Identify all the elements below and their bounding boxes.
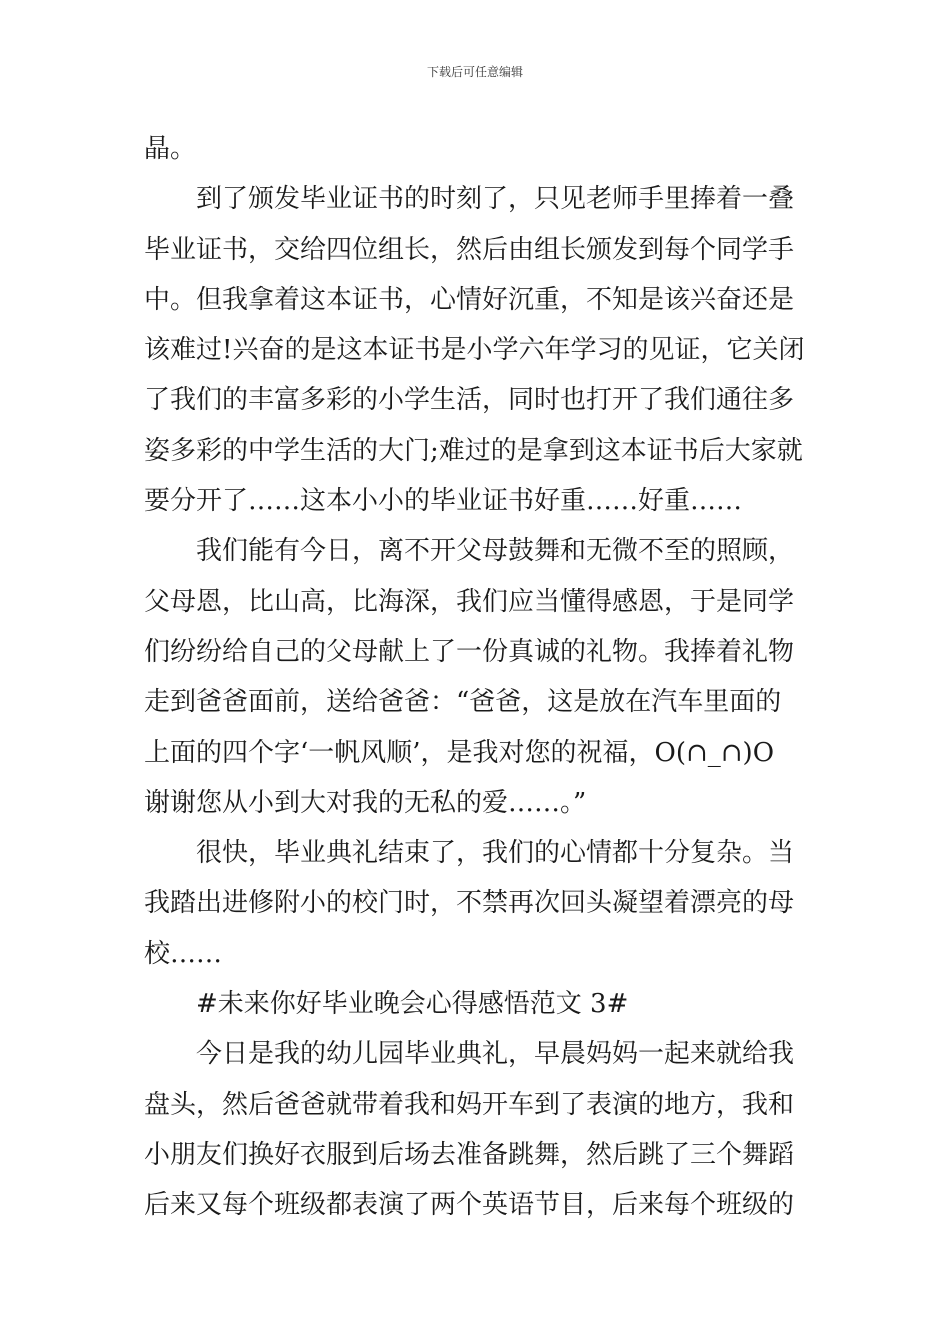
text-line: 我踏出进修附小的校门时，不禁再次回头凝望着漂亮的母: [144, 888, 795, 919]
text-line: 后来又每个班级都表演了两个英语节目，后来每个班级的: [144, 1190, 795, 1221]
document-body: [144, 124, 809, 1231]
text-line: 晶。: [144, 134, 197, 164]
text-line: 很快，毕业典礼结束了，我们的心情都十分复杂。当: [196, 838, 795, 869]
text-line: 谢谢您从小到大对我的无私的爱……。”: [144, 787, 587, 818]
text-line: 中。但我拿着这本证书，心情好沉重，不知是该兴奋还是: [144, 284, 795, 315]
text-line: 今日是我的幼儿园毕业典礼，早晨妈妈一起来就给我: [196, 1039, 795, 1070]
text-line: 上面的四个字‘一帆风顺’，是我对您的祝福，O(∩_∩)O: [144, 737, 775, 768]
text-line: 走到爸爸面前，送给爸爸：“爸爸，这是放在汽车里面的: [144, 687, 782, 718]
text-line: 们纷纷给自己的父母献上了一份真诚的礼物。我捧着礼物: [144, 636, 795, 667]
text-line: 盘头，然后爸爸就带着我和妈开车到了表演的地方，我和: [144, 1089, 795, 1120]
text-line: 到了颁发毕业证书的时刻了，只见老师手里捧着一叠: [196, 184, 795, 215]
page-header: 下载后可任意编辑: [426, 65, 523, 79]
text-line: 要分开了……这本小小的毕业证书好重……好重……: [144, 486, 743, 517]
text-line: 小朋友们换好衣服到后场去准备跳舞，然后跳了三个舞蹈: [144, 1139, 795, 1170]
text-line: 校……: [144, 938, 223, 969]
text-line: 父母恩，比山高，比海深，我们应当懂得感恩，于是同学: [144, 586, 795, 617]
text-line: 我们能有今日，离不开父母鼓舞和无微不至的照顾，: [196, 536, 795, 567]
section-heading: #未来你好毕业晚会心得感悟范文 3#: [196, 989, 629, 1020]
text-line: 了我们的丰富多彩的小学生活，同时也打开了我们通往多: [144, 385, 795, 416]
text-line: 姿多彩的中学生活的大门;难过的是拿到这本证书后大家就: [144, 435, 803, 466]
text-line: 毕业证书，交给四位组长，然后由组长颁发到每个同学手: [144, 234, 795, 265]
text-line: 该难过!兴奋的是这本证书是小学六年学习的见证，它关闭: [144, 335, 805, 366]
